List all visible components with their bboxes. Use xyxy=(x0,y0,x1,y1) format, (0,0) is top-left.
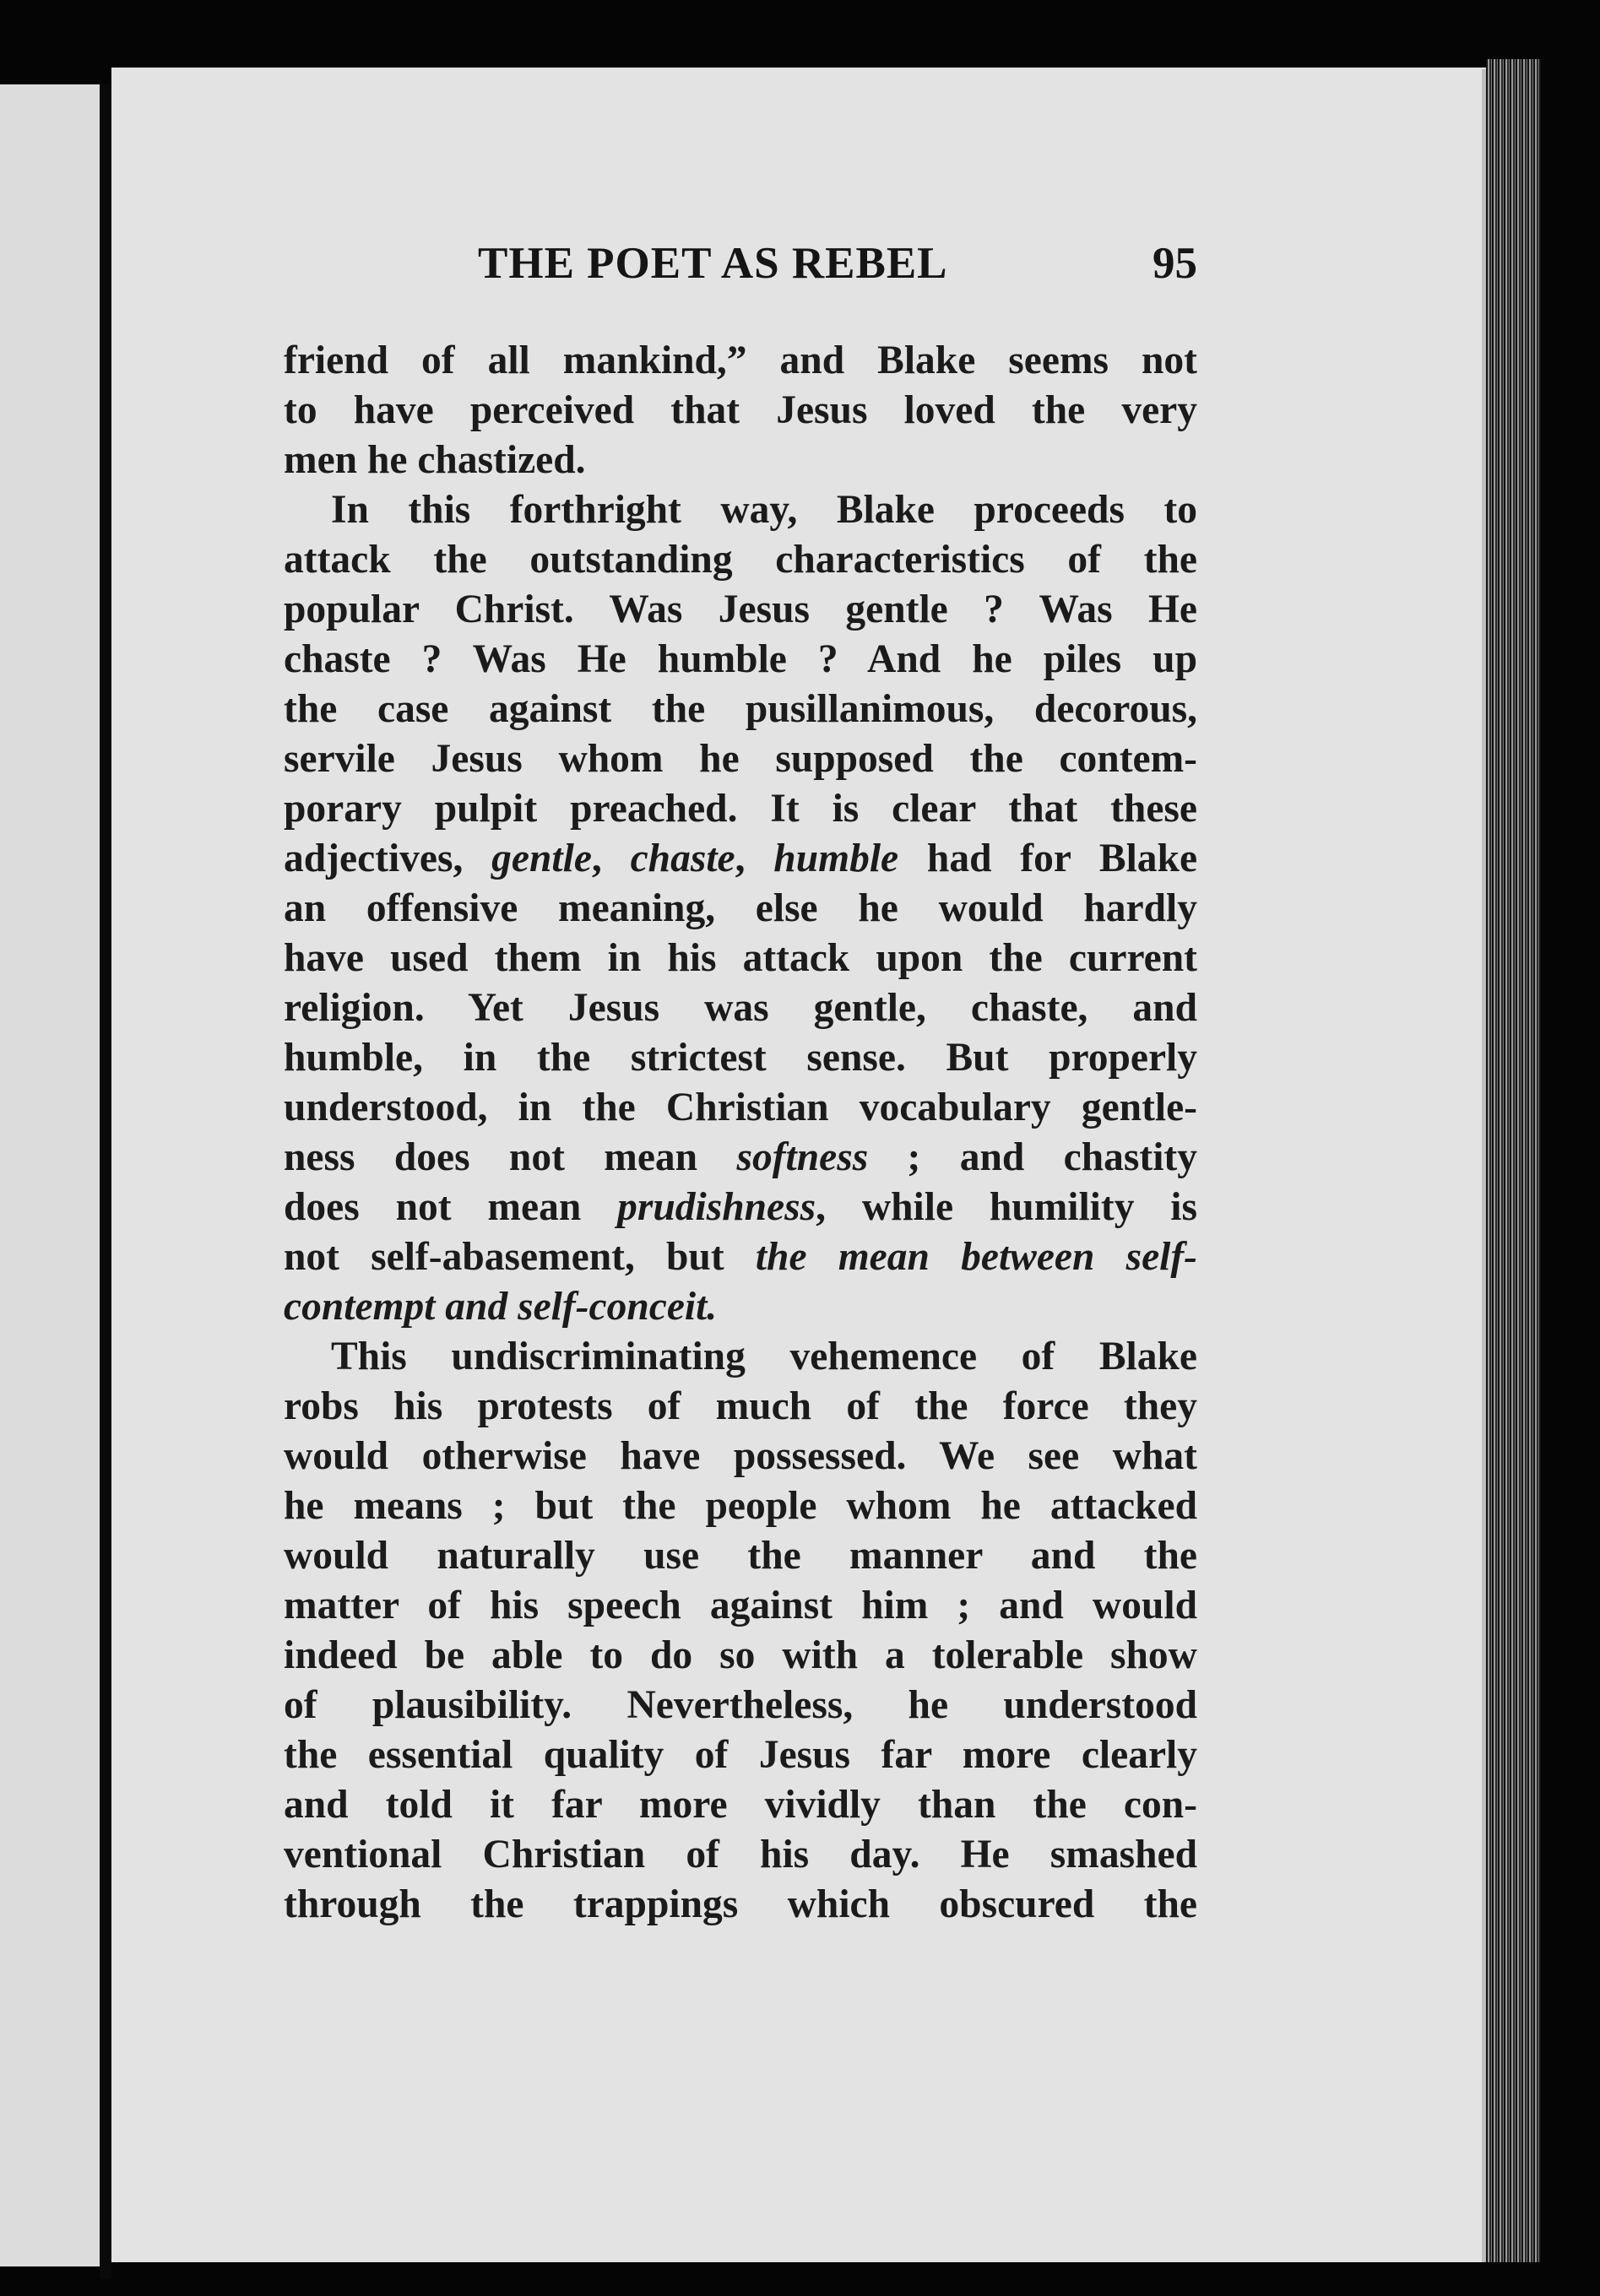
text-line: an offensive meaning, else he would hardly xyxy=(284,886,1197,930)
text-line: friend of all mankind,” and Blake seems not xyxy=(284,338,1197,382)
facing-page-edge xyxy=(0,84,100,2266)
text-line: This undiscriminating vehemence of Blake xyxy=(331,1335,1197,1378)
text-line: contempt and self-conceit. xyxy=(284,1285,718,1329)
body-text xyxy=(284,336,1197,1930)
text-line: chaste ? Was He humble ? And he piles up xyxy=(284,637,1197,681)
text-line: the essential quality of Jesus far more clearly xyxy=(284,1733,1197,1777)
text-line: ness does not mean softness ; and chastity xyxy=(284,1135,1197,1179)
running-title: THE POET AS REBEL xyxy=(478,239,948,288)
text-line: servile Jesus whom he supposed the contem- xyxy=(284,737,1197,781)
text-line: attack the outstanding characteristics of the xyxy=(284,538,1197,582)
stacked-page-edges xyxy=(1486,59,1541,2262)
text-line: understood, in the Christian vocabulary gentle- xyxy=(284,1086,1197,1129)
text-line: robs his protests of much of the force they xyxy=(284,1384,1197,1428)
text-line: humble, in the strictest sense. But properly xyxy=(284,1036,1197,1080)
text-line: through the trappings which obscured the xyxy=(284,1882,1197,1926)
book-gutter xyxy=(100,84,111,2279)
text-line: adjectives, gentle, chaste, humble had for Blake xyxy=(284,837,1198,880)
text-line: of plausibility. Nevertheless, he understood xyxy=(284,1683,1197,1727)
text-line: popular Christ. Was Jesus gentle ? Was He xyxy=(284,588,1197,631)
text-line: ventional Christian of his day. He smashed xyxy=(284,1833,1197,1876)
text-line: and told it far more vividly than the con- xyxy=(284,1783,1197,1827)
text-line: the case against the pusillanimous, decorous, xyxy=(284,687,1197,731)
text-line: does not mean prudishness, while humility is xyxy=(284,1185,1197,1229)
text-line: he means ; but the people whom he attacked xyxy=(284,1484,1197,1528)
text-line: not self-abasement, but the mean between self- xyxy=(284,1235,1197,1279)
text-line: indeed be able to do so with a tolerable show xyxy=(284,1633,1197,1677)
text-line: would otherwise have possessed. We see what xyxy=(284,1434,1197,1478)
text-line: porary pulpit preached. It is clear that these xyxy=(284,787,1197,831)
text-line: have used them in his attack upon the current xyxy=(284,936,1197,980)
text-line: matter of his speech against him ; and would xyxy=(284,1584,1197,1627)
page-header xyxy=(284,238,1197,297)
text-line: religion. Yet Jesus was gentle, chaste, and xyxy=(284,986,1197,1030)
text-line: to have perceived that Jesus loved the very xyxy=(284,388,1197,432)
text-line: men he chastized. xyxy=(284,438,586,482)
text-line: In this forthright way, Blake proceeds to xyxy=(331,488,1197,532)
page-number: 95 xyxy=(1153,239,1197,288)
text-line: would naturally use the manner and the xyxy=(284,1534,1197,1578)
